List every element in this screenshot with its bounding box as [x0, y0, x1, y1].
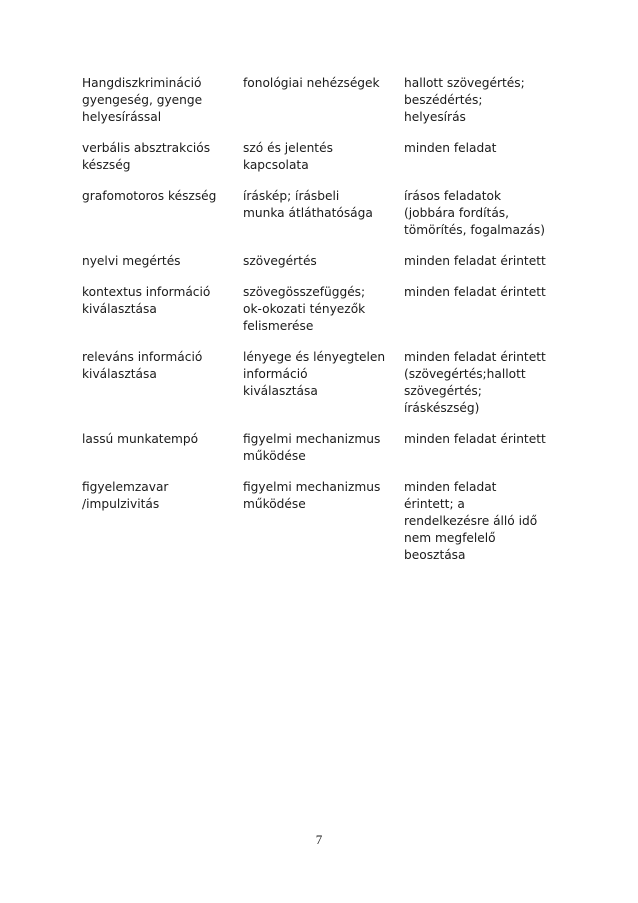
table-row — [82, 253, 568, 284]
cell-text-line: minden feladat — [404, 141, 497, 155]
affected-skill-cell — [243, 188, 404, 253]
difficulty-cell — [82, 140, 243, 188]
cell-text-line: kiválasztása — [82, 367, 157, 381]
affected-skill-cell — [243, 479, 404, 578]
cell-text-line: beosztása — [404, 548, 466, 562]
cell-text-line: (jobbára fordítás, — [404, 206, 510, 220]
cell-text-line: minden feladat — [404, 480, 497, 494]
cell-text-line: ok-okozati tényezők — [243, 302, 366, 316]
table-row — [82, 431, 568, 479]
difficulty-cell — [82, 479, 243, 578]
difficulty-cell — [82, 284, 243, 349]
cell-text-line: nyelvi megértés — [82, 254, 181, 268]
affected-task-cell — [404, 140, 568, 188]
cell-text-line: felismerése — [243, 319, 314, 333]
cell-text-line: rendelkezésre álló idő — [404, 514, 538, 528]
affected-skill-cell — [243, 75, 404, 140]
difficulty-cell — [82, 431, 243, 479]
cell-text-line: figyelmi mechanizmus — [243, 480, 381, 494]
cell-text-line: grafomotoros készség — [82, 189, 217, 203]
table-row — [82, 140, 568, 188]
cell-text-line: figyelmi mechanizmus — [243, 432, 381, 446]
affected-skill-cell — [243, 253, 404, 284]
cell-text-line: beszédértés; — [404, 93, 483, 107]
cell-text-line: helyesírás — [404, 110, 466, 124]
difficulty-cell — [82, 253, 243, 284]
table-body — [82, 75, 568, 578]
cell-text-line: tömörítés, fogalmazás) — [404, 223, 545, 237]
affected-task-cell — [404, 253, 568, 284]
affected-skill-cell — [243, 140, 404, 188]
cell-text-line: kiválasztása — [243, 384, 318, 398]
cell-text-line: lassú munkatempó — [82, 432, 199, 446]
cell-text-line: figyelemzavar — [82, 480, 169, 494]
cell-text-line: szó és jelentés — [243, 141, 333, 155]
cell-text-line: releváns információ — [82, 350, 203, 364]
cell-text-line: szövegértés — [243, 254, 317, 268]
affected-skill-cell — [243, 349, 404, 431]
cell-text-line: hallott szövegértés; — [404, 76, 525, 90]
cell-text-line: íráskészség) — [404, 401, 480, 415]
affected-skill-cell — [243, 284, 404, 349]
cell-text-line: készség — [82, 158, 131, 172]
cell-text-line: gyengeség, gyenge — [82, 93, 203, 107]
affected-task-cell — [404, 188, 568, 253]
cell-text-line: működése — [243, 449, 306, 463]
difficulty-table — [82, 75, 568, 578]
table-row — [82, 75, 568, 140]
cell-text-line: minden feladat érintett — [404, 285, 546, 299]
affected-skill-cell — [243, 431, 404, 479]
table-row — [82, 284, 568, 349]
cell-text-line: minden feladat érintett — [404, 432, 546, 446]
difficulty-cell — [82, 349, 243, 431]
cell-text-line: szövegösszefüggés; — [243, 285, 366, 299]
affected-task-cell — [404, 349, 568, 431]
affected-task-cell — [404, 284, 568, 349]
cell-text-line: nem megfelelő — [404, 531, 496, 545]
cell-text-line: fonológiai nehézségek — [243, 76, 380, 90]
cell-text-line: szövegértés; — [404, 384, 482, 398]
table-row — [82, 349, 568, 431]
table-row — [82, 479, 568, 578]
cell-text-line: írásos feladatok — [404, 189, 502, 203]
cell-text-line: kapcsolata — [243, 158, 309, 172]
cell-text-line: működése — [243, 497, 306, 511]
affected-task-cell — [404, 431, 568, 479]
affected-task-cell — [404, 75, 568, 140]
cell-text-line: minden feladat érintett — [404, 254, 546, 268]
table-row — [82, 188, 568, 253]
cell-text-line: érintett; a — [404, 497, 465, 511]
cell-text-line: munka átláthatósága — [243, 206, 373, 220]
difficulty-cell — [82, 188, 243, 253]
cell-text-line: kiválasztása — [82, 302, 157, 316]
cell-text-line: helyesírással — [82, 110, 162, 124]
cell-text-line: kontextus információ — [82, 285, 211, 299]
cell-text-line: (szövegértés;hallott — [404, 367, 526, 381]
difficulty-cell — [82, 75, 243, 140]
cell-text-line: lényege és lényegtelen — [243, 350, 386, 364]
cell-text-line: verbális absztrakciós — [82, 141, 211, 155]
page-number: 7 — [315, 832, 323, 847]
cell-text-line: minden feladat érintett — [404, 350, 546, 364]
affected-task-cell — [404, 479, 568, 578]
cell-text-line: /impulzivitás — [82, 497, 160, 511]
cell-text-line: információ — [243, 367, 308, 381]
cell-text-line: íráskép; írásbeli — [243, 189, 340, 203]
cell-text-line: Hangdiszkrimináció — [82, 76, 202, 90]
